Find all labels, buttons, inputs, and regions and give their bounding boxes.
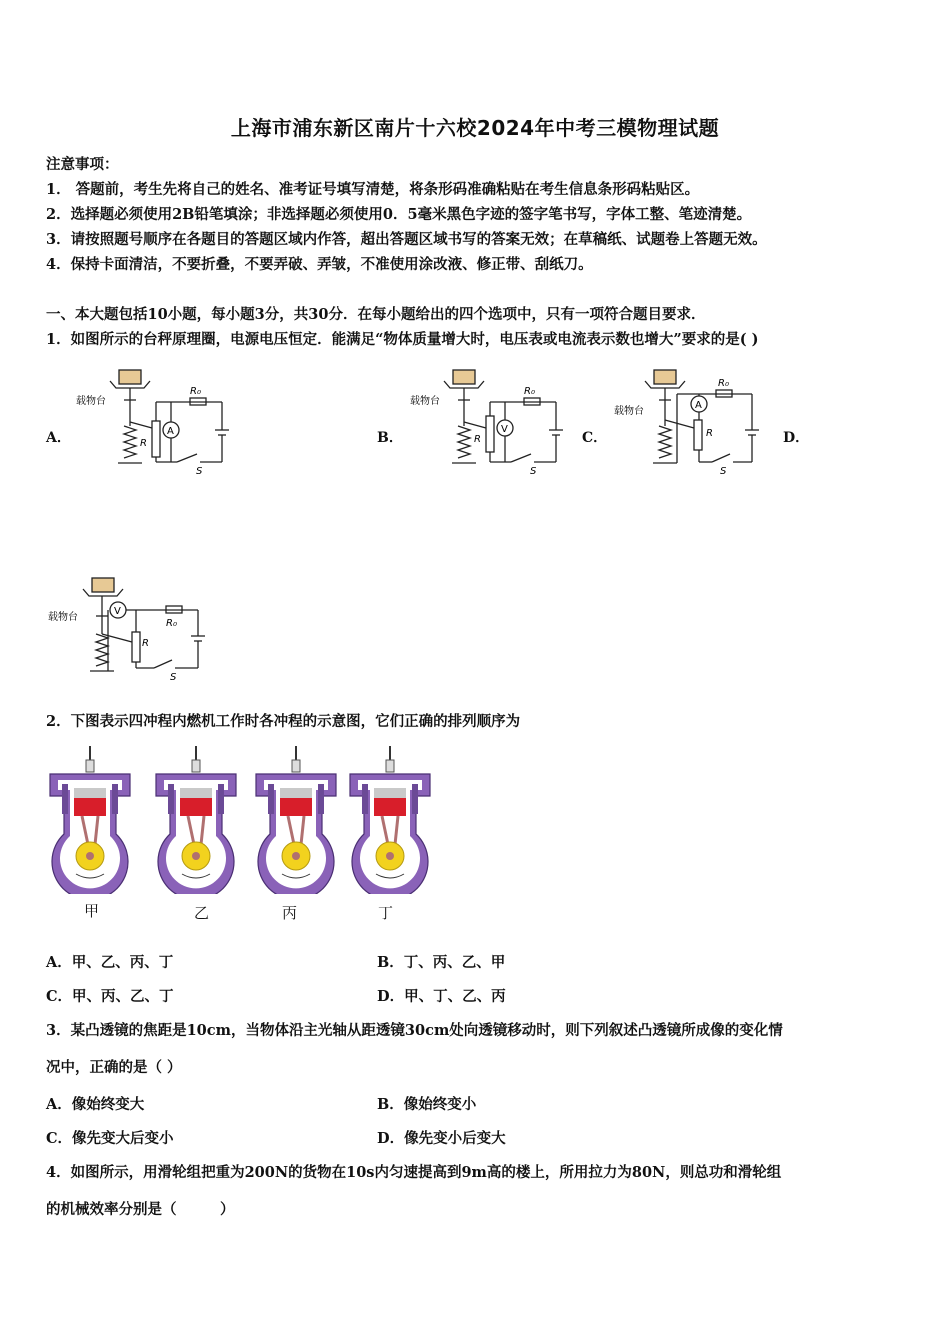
label-r0: R₀ xyxy=(166,618,177,629)
engine-strokes-figure xyxy=(46,744,446,894)
engine-stroke-ding xyxy=(350,746,430,894)
q4-stem-line1: 4．如图所示，用滑轮组把重为200N的货物在10s内匀速提高到9m高的楼上，所用拉力为80N，则总功和滑轮组 xyxy=(46,1164,782,1181)
label-r0: R₀ xyxy=(190,386,201,397)
label-s: S xyxy=(196,466,203,477)
label-voltmeter: V xyxy=(501,424,508,435)
q3-option-c: C．像先变大后变小 xyxy=(46,1130,174,1147)
label-ammeter: A xyxy=(167,426,174,437)
q3-option-a: A．像始终变大 xyxy=(46,1096,145,1113)
q1-option-b: B． xyxy=(377,430,403,446)
notice-item-4: 4．保持卡面清洁，不要折叠，不要弄破、弄皱，不准使用涂改液、修正带、刮纸刀。 xyxy=(46,256,593,273)
label-r: R xyxy=(706,428,713,439)
q1-option-a: A． xyxy=(46,430,71,446)
circuit-diagram-d xyxy=(46,576,216,686)
page-title: 上海市浦东新区南片十六校2024年中考三模物理试题 xyxy=(230,116,720,140)
label-voltmeter: V xyxy=(114,606,121,617)
q2-stem: 2．下图表示四冲程内燃机工作时各冲程的示意图，它们正确的排列顺序为 xyxy=(46,713,521,730)
q2-option-c: C．甲、丙、乙、丁 xyxy=(46,988,174,1005)
label-platform: 载物台 xyxy=(76,396,106,407)
label-r0: R₀ xyxy=(524,386,535,397)
label-r: R xyxy=(474,434,481,445)
notice-item-1: 1． 答题前，考生先将自己的姓名、准考证号填写清楚，将条形码准确粘贴在考生信息条形码粘贴区。 xyxy=(46,181,700,198)
label-ammeter: A xyxy=(695,400,702,411)
caption-yi: 乙 xyxy=(194,904,210,922)
q1-stem: 1．如图所示的台秤原理圈，电源电压恒定．能满足“物体质量增大时，电压表或电流表示数也增大”要求的是( ) xyxy=(46,331,759,348)
circuit-diagram-a xyxy=(72,366,242,481)
notice-item-3: 3．请按照题号顺序在各题目的答题区域内作答，超出答题区域书写的答案无效；在草稿纸、试题卷上答题无效。 xyxy=(46,231,767,248)
label-s: S xyxy=(720,466,727,477)
notice-heading: 注意事项： xyxy=(46,156,119,173)
notice-item-2: 2．选择题必须使用2B铅笔填涂；非选择题必须使用0．5毫米黑色字迹的签字笔书写，字体工整、笔迹清楚。 xyxy=(46,206,752,223)
circuit-diagram-c xyxy=(612,366,782,481)
q1-option-c: C． xyxy=(582,430,608,446)
q2-option-d: D．甲、丁、乙、丙 xyxy=(377,988,506,1005)
label-s: S xyxy=(170,672,177,683)
circuit-diagram-b xyxy=(406,366,576,481)
q4-stem-line2: 的机械效率分别是（ ） xyxy=(46,1201,235,1218)
label-platform: 载物台 xyxy=(410,396,440,407)
label-r: R xyxy=(142,638,149,649)
q3-option-d: D．像先变小后变大 xyxy=(377,1130,506,1147)
engine-stroke-bing xyxy=(256,746,336,894)
q3-stem-line1: 3．某凸透镜的焦距是10cm，当物体沿主光轴从距透镜30cm处向透镜移动时，则下列叙述凸透镜所成像的变化情 xyxy=(46,1022,783,1039)
label-r: R xyxy=(140,438,147,449)
engine-stroke-yi xyxy=(156,746,236,894)
caption-bing: 丙 xyxy=(282,904,298,922)
section-1-heading: 一、本大题包括10小题，每小题3分，共30分．在每小题给出的四个选项中，只有一项符合题目要求． xyxy=(46,306,706,323)
q1-option-d: D． xyxy=(783,430,810,446)
caption-ding: 丁 xyxy=(378,904,394,922)
label-platform: 载物台 xyxy=(614,406,644,417)
label-s: S xyxy=(530,466,537,477)
engine-stroke-jia xyxy=(50,746,130,894)
label-platform: 载物台 xyxy=(48,612,78,623)
label-r0: R₀ xyxy=(718,378,729,389)
q3-stem-line2: 况中，正确的是（ ） xyxy=(46,1059,182,1076)
q3-option-b: B．像始终变小 xyxy=(377,1096,477,1113)
caption-jia: 甲 xyxy=(84,902,100,920)
q2-option-b: B．丁、丙、乙、甲 xyxy=(377,954,506,971)
q2-option-a: A．甲、乙、丙、丁 xyxy=(46,954,174,971)
